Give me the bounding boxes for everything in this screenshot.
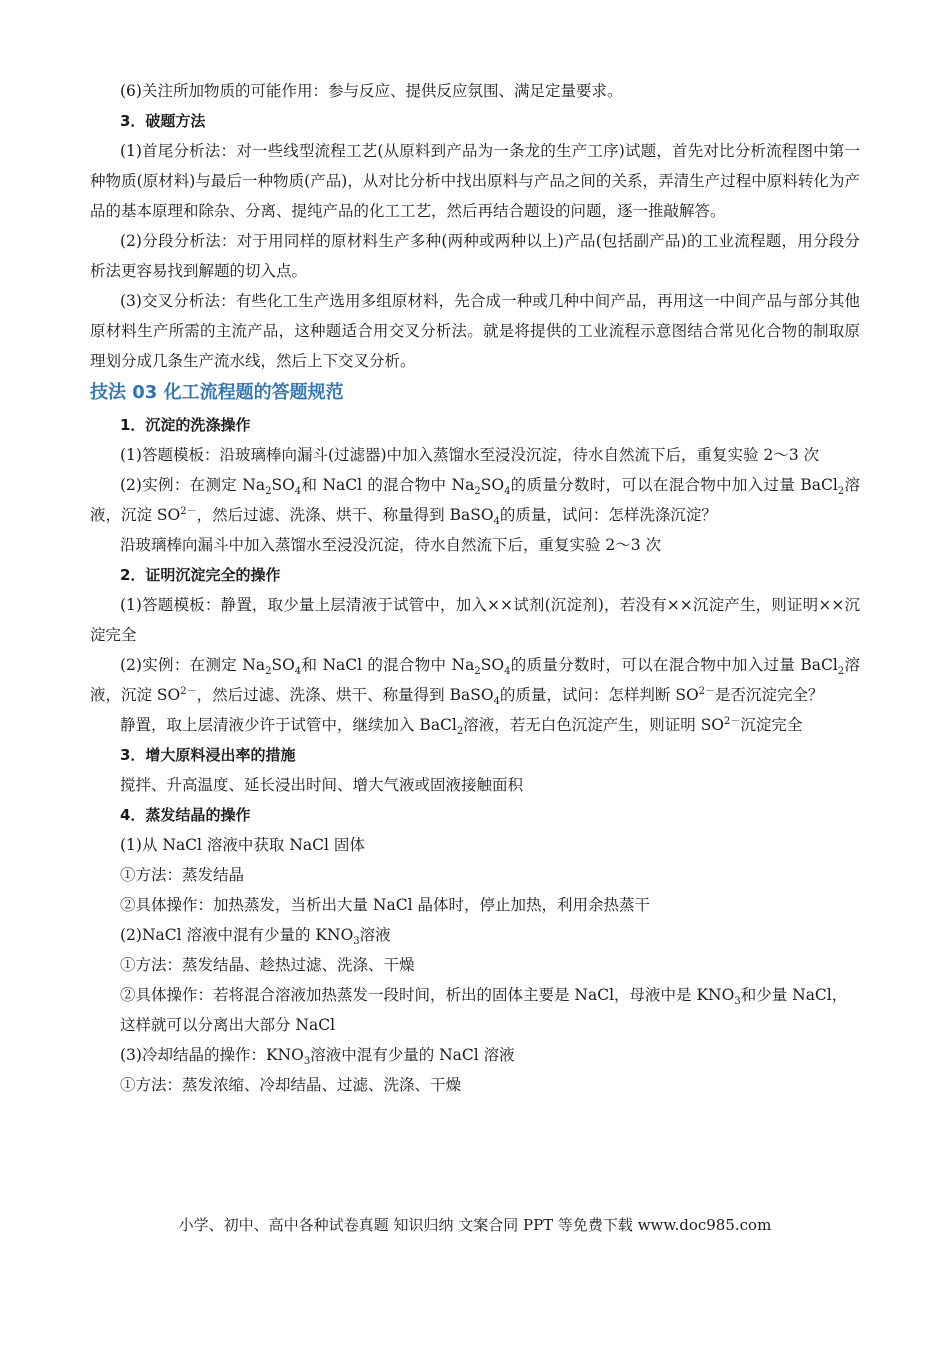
subheading: 1．沉淀的洗涤操作 [120,416,251,434]
paragraph: (3)冷却结晶的操作：$KNO_3$溶液中混有少量的 NaCl 溶液 [120,1046,515,1068]
page-footer: 小学、初中、高中各种试卷真题 知识归纳 文案合同 PPT 等免费下载 www.doc985.com [178,1216,772,1234]
paragraph: (6)关注所加物质的可能作用：参与反应、提供反应氛围、满足定量要求。 [120,82,623,100]
paragraph: ①方法：蒸发结晶 [120,866,245,884]
paragraph: ②具体操作：加热蒸发，当析出大量 NaCl 晶体时，停止加热，利用余热蒸干 [120,896,650,914]
paragraph: 静置，取上层清液少许于试管中，继续加入 BaCl$_2$溶液，若无白色沉淀产生，则证明 $SO^{2-}$沉淀完全 [120,715,803,738]
paragraph: (2)实例：在测定 $Na_2SO_4$和 NaCl 的混合物中 $Na_2SO_4$的质量分数时，可以在混合物中加入过量 BaCl$_2$溶液，沉淀 $SO^{2-}$，然后过滤、洗涤、烘干、称量得到 BaSO$_4$的质量，试问：怎样洗涤沉淀？ [90,476,860,528]
subheading: 3．破题方法 [120,112,206,130]
document-body [90,76,860,1100]
paragraph: ①方法：蒸发浓缩、冷却结晶、过滤、洗涤、干燥 [120,1076,462,1094]
section-title: 技法 03 化工流程题的答题规范 [90,382,344,403]
paragraph: 沿玻璃棒向漏斗中加入蒸馏水至浸没沉淀，待水自然流下后，重复实验 2～3 次 [120,536,662,554]
paragraph: (1)答题模板：沿玻璃棒向漏斗(过滤器)中加入蒸馏水至浸没沉淀，待水自然流下后，重复实验 2～3 次 [120,446,820,464]
subheading: 3．增大原料浸出率的措施 [120,746,296,764]
paragraph: (1)答题模板：静置，取少量上层清液于试管中，加入××试剂(沉淀剂)，若没有××沉淀产生，则证明××沉淀完全 [90,596,860,644]
paragraph: (3)交叉分析法：有些化工生产选用多组原材料，先合成一种或几种中间产品，再用这一中间产品与部分其他原材料生产所需的主流产品，这种题适合用交叉分析法。就是将提供的工业流程示意图结合常见化合物的制取原理划分成几条生产流水线，然后上下交叉分析。 [90,292,860,370]
subheading: 2．证明沉淀完全的操作 [120,566,281,584]
paragraph: 搅拌、升高温度、延长浸出时间、增大气液或固液接触面积 [120,776,524,794]
subheading: 4．蒸发结晶的操作 [120,806,251,824]
paragraph: (2)分段分析法：对于用同样的原材料生产多种(两种或两种以上)产品(包括副产品)的工业流程题，用分段分析法更容易找到解题的切入点。 [90,232,860,280]
paragraph: (2)实例：在测定 $Na_2SO_4$和 NaCl 的混合物中 $Na_2SO_4$的质量分数时，可以在混合物中加入过量 BaCl$_2$溶液，沉淀 $SO^{2-}$，然后过滤、洗涤、烘干、称量得到 BaSO$_4$的质量，试问：怎样判断 $SO^{2-}$是否沉淀完全？ [90,656,860,708]
paragraph: (2)NaCl 溶液中混有少量的 $KNO_3$溶液 [120,926,391,948]
paragraph: (1)首尾分析法：对一些线型流程工艺(从原料到产品为一条龙的生产工序)试题，首先对比分析流程图中第一种物质(原材料)与最后一种物质(产品)，从对比分析中找出原料与产品之间的关系，弄清生产过程中原料转化为产品的基本原理和除杂、分离、提纯产品的化工工艺，然后再结合题设的问题，逐一推敲解答。 [90,142,860,220]
paragraph: ①方法：蒸发结晶、趁热过滤、洗涤、干燥 [120,956,415,974]
paragraph: 这样就可以分离出大部分 NaCl [120,1016,336,1034]
paragraph: ②具体操作：若将混合溶液加热蒸发一段时间，析出的固体主要是 NaCl，母液中是 $KNO_3$和少量 NaCl， [120,986,848,1008]
paragraph: (1)从 NaCl 溶液中获取 NaCl 固体 [120,836,365,854]
